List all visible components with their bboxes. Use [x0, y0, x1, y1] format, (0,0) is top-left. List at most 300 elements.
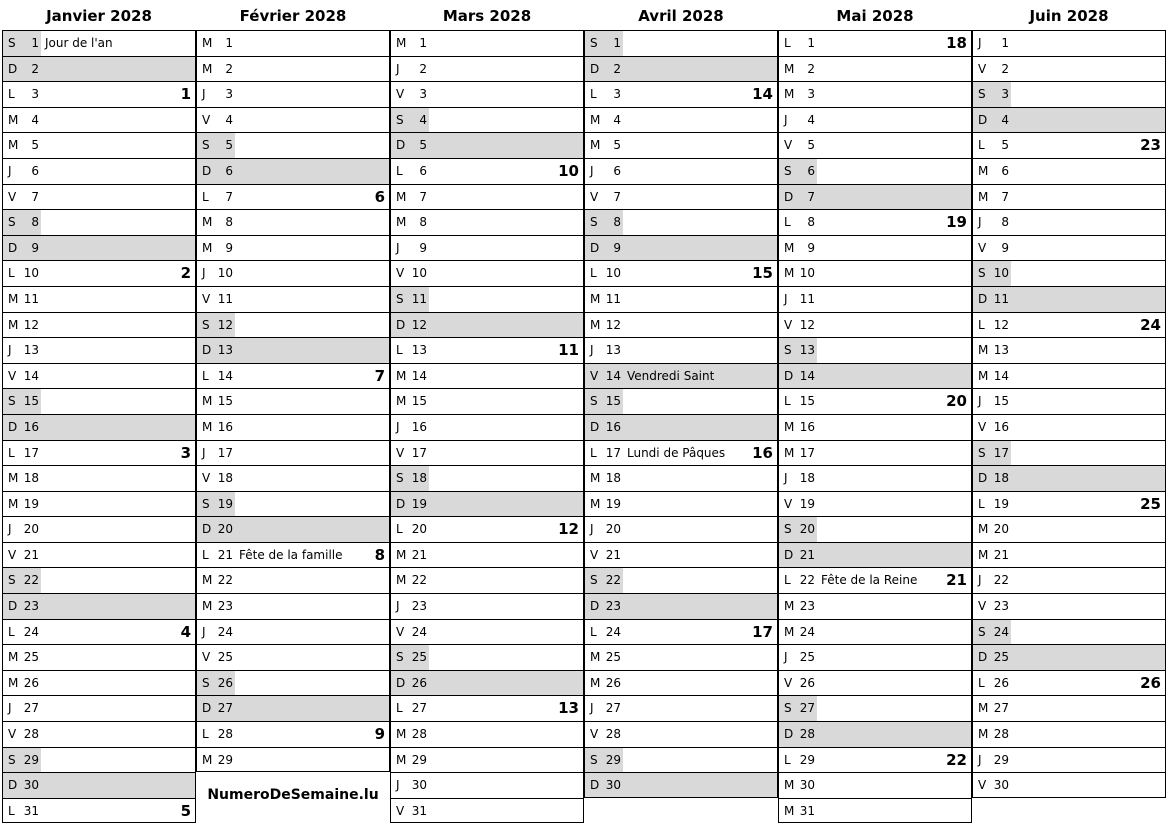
day-number: 1: [807, 36, 815, 50]
month-column: [584, 0, 778, 798]
day-row: [3, 772, 195, 798]
day-number: 14: [993, 368, 1009, 383]
weekday-letter: J: [784, 471, 788, 486]
day-row: [779, 721, 971, 747]
weekday-letter: M: [978, 727, 989, 742]
day-number: 29: [411, 752, 427, 767]
day-number: 25: [23, 650, 39, 665]
day-number: 15: [993, 394, 1009, 409]
day-row: [973, 491, 1165, 517]
day-row: [391, 593, 583, 619]
weekday-letter: J: [978, 215, 982, 230]
weekday-letter: V: [978, 240, 987, 255]
day-number: 24: [993, 624, 1009, 639]
day-number: 18: [411, 471, 427, 486]
weekday-letter: M: [8, 291, 19, 306]
day-number: 22: [411, 573, 427, 588]
weekday-letter: J: [590, 522, 594, 537]
day-number: 20: [23, 522, 39, 537]
day-number: 23: [993, 599, 1009, 614]
weekday-letter: M: [590, 650, 601, 665]
day-row: [3, 567, 195, 593]
weekday-letter: S: [202, 675, 210, 690]
weekday-letter: L: [784, 394, 791, 409]
weekday-letter: J: [396, 61, 400, 76]
day-number: 2: [419, 61, 427, 76]
weekday-letter: D: [978, 291, 988, 306]
weekday-letter: S: [978, 624, 986, 639]
day-number: 13: [605, 343, 621, 358]
weekday-letter: M: [8, 112, 19, 127]
day-row: [197, 107, 389, 133]
day-number: 24: [217, 624, 233, 639]
day-number: 16: [23, 419, 39, 434]
day-number: 20: [799, 522, 815, 537]
weekday-letter: J: [396, 599, 400, 614]
day-row: [197, 312, 389, 338]
day-number: 25: [993, 650, 1009, 665]
day-number: 3: [225, 87, 233, 102]
day-number: 3: [1001, 87, 1009, 102]
week-number: 26: [1140, 673, 1161, 692]
weekday-letter: M: [978, 547, 989, 562]
weekday-letter: L: [590, 624, 597, 639]
day-row: [973, 772, 1165, 798]
day-number: 4: [807, 112, 815, 127]
day-row: [779, 363, 971, 389]
weekday-letter: J: [396, 419, 400, 434]
weekday-letter: V: [590, 547, 599, 562]
day-row: [197, 30, 389, 56]
day-number: 6: [31, 163, 39, 178]
day-row: [585, 337, 777, 363]
day-number: 20: [993, 522, 1009, 537]
day-number: 15: [799, 394, 815, 409]
weekday-letter: V: [396, 266, 405, 281]
day-number: 22: [799, 573, 815, 588]
day-row: [391, 30, 583, 56]
weekday-letter: L: [978, 138, 985, 153]
day-number: 7: [613, 189, 621, 204]
day-number: 17: [799, 445, 815, 460]
day-number: 16: [605, 419, 621, 434]
day-row: [973, 567, 1165, 593]
day-number: 15: [411, 394, 427, 409]
site-brand: NumeroDeSemaine.lu: [207, 787, 379, 803]
weekday-letter: J: [590, 163, 594, 178]
weekday-letter: J: [8, 163, 12, 178]
day-number: 19: [605, 496, 621, 511]
day-row: [391, 56, 583, 82]
weekday-letter: D: [8, 240, 18, 255]
weekday-letter: D: [784, 547, 794, 562]
day-row: [585, 260, 777, 286]
weekday-letter: V: [8, 727, 17, 742]
day-number: 21: [411, 547, 427, 562]
day-number: 8: [1001, 215, 1009, 230]
day-number: 7: [419, 189, 427, 204]
day-number: 3: [419, 87, 427, 102]
day-number: 10: [411, 266, 427, 281]
day-number: 12: [605, 317, 621, 332]
day-row: [3, 619, 195, 645]
day-number: 29: [23, 752, 39, 767]
day-number: 17: [217, 445, 233, 460]
day-row: [391, 619, 583, 645]
day-number: 24: [23, 624, 39, 639]
day-grid: [196, 30, 390, 772]
day-number: 12: [411, 317, 427, 332]
day-number: 10: [23, 266, 39, 281]
week-number: 13: [558, 699, 579, 718]
day-number: 1: [31, 36, 39, 50]
day-number: 6: [1001, 163, 1009, 178]
day-row: [3, 440, 195, 466]
weekday-letter: M: [396, 189, 407, 204]
day-number: 26: [23, 675, 39, 690]
weekday-letter: L: [978, 675, 985, 690]
weekday-letter: J: [396, 240, 400, 255]
day-number: 5: [807, 138, 815, 153]
day-row: [3, 388, 195, 414]
weekday-letter: M: [784, 61, 795, 76]
day-number: 7: [1001, 189, 1009, 204]
day-number: 14: [799, 368, 815, 383]
day-row: [973, 542, 1165, 568]
day-number: 14: [411, 368, 427, 383]
weekday-letter: M: [8, 650, 19, 665]
day-row: [585, 414, 777, 440]
day-row: [779, 465, 971, 491]
day-number: 27: [605, 701, 621, 716]
day-row: [197, 593, 389, 619]
day-number: 11: [411, 291, 427, 306]
day-row: [779, 491, 971, 517]
weekday-letter: J: [202, 87, 206, 102]
day-row: [779, 30, 971, 56]
weekday-letter: M: [590, 112, 601, 127]
day-number: 2: [807, 61, 815, 76]
day-number: 28: [799, 727, 815, 742]
day-row: [391, 542, 583, 568]
day-row: [197, 516, 389, 542]
day-number: 19: [411, 496, 427, 511]
day-number: 28: [411, 727, 427, 742]
weekday-letter: M: [784, 599, 795, 614]
day-row: [973, 235, 1165, 261]
weekday-letter: M: [978, 701, 989, 716]
day-grid: [778, 30, 972, 823]
weekday-letter: M: [396, 752, 407, 767]
day-number: 22: [605, 573, 621, 588]
weekday-letter: S: [8, 36, 16, 50]
day-row: [973, 721, 1165, 747]
day-grid: [2, 30, 196, 823]
weekday-letter: V: [396, 624, 405, 639]
weekday-letter: S: [8, 394, 16, 409]
day-row: [973, 158, 1165, 184]
week-number: 14: [752, 85, 773, 104]
day-row: [3, 209, 195, 235]
day-number: 16: [411, 419, 427, 434]
weekday-letter: D: [8, 61, 18, 76]
day-number: 29: [993, 752, 1009, 767]
day-number: 24: [605, 624, 621, 639]
day-row: [585, 542, 777, 568]
month-title: Janvier 2028: [46, 7, 152, 25]
day-row: [779, 593, 971, 619]
day-number: 5: [613, 138, 621, 153]
weekday-letter: M: [202, 240, 213, 255]
day-number: 31: [23, 803, 39, 818]
day-row: [585, 184, 777, 210]
day-row: [973, 440, 1165, 466]
weekday-letter: M: [202, 215, 213, 230]
day-number: 10: [993, 266, 1009, 281]
day-number: 12: [993, 317, 1009, 332]
week-number: 3: [180, 443, 191, 462]
day-number: 12: [217, 317, 233, 332]
day-number: 21: [217, 547, 233, 562]
weekday-letter: D: [590, 599, 600, 614]
day-row: [391, 567, 583, 593]
week-number: 8: [374, 545, 385, 564]
weekday-letter: D: [590, 778, 600, 793]
day-row: [779, 132, 971, 158]
weekday-letter: M: [978, 163, 989, 178]
day-number: 20: [217, 522, 233, 537]
day-row: [3, 81, 195, 107]
weekday-letter: D: [978, 112, 988, 127]
day-row: [585, 286, 777, 312]
week-number: 22: [946, 750, 967, 769]
weekday-letter: M: [202, 573, 213, 588]
day-number: 22: [217, 573, 233, 588]
day-number: 6: [807, 163, 815, 178]
day-number: 31: [799, 803, 815, 818]
day-number: 4: [31, 112, 39, 127]
weekday-letter: L: [978, 496, 985, 511]
day-row: [3, 721, 195, 747]
day-row: [585, 81, 777, 107]
day-row: [391, 107, 583, 133]
day-row: [391, 516, 583, 542]
weekday-letter: V: [978, 419, 987, 434]
weekday-letter: M: [784, 445, 795, 460]
weekday-letter: S: [590, 215, 598, 230]
day-grid: [972, 30, 1166, 798]
day-row: [197, 414, 389, 440]
weekday-letter: L: [202, 727, 209, 742]
day-row: [779, 619, 971, 645]
weekday-letter: M: [8, 138, 19, 153]
day-number: 24: [411, 624, 427, 639]
weekday-letter: L: [784, 752, 791, 767]
weekday-letter: D: [590, 61, 600, 76]
weekday-letter: J: [978, 573, 982, 588]
day-row: [585, 363, 777, 389]
weekday-letter: M: [8, 675, 19, 690]
weekday-letter: L: [396, 343, 403, 358]
day-number: 14: [605, 368, 621, 383]
week-number: 25: [1140, 494, 1161, 513]
day-number: 30: [411, 778, 427, 793]
day-number: 8: [807, 215, 815, 230]
day-row: [779, 56, 971, 82]
day-number: 4: [419, 112, 427, 127]
weekday-letter: J: [202, 266, 206, 281]
day-row: [197, 56, 389, 82]
weekday-letter: M: [784, 87, 795, 102]
weekday-letter: V: [784, 675, 793, 690]
day-number: 27: [993, 701, 1009, 716]
day-number: 5: [419, 138, 427, 153]
weekday-letter: J: [784, 650, 788, 665]
day-row: [973, 644, 1165, 670]
day-number: 30: [799, 778, 815, 793]
day-row: [197, 644, 389, 670]
day-row: [779, 184, 971, 210]
day-number: 18: [605, 471, 621, 486]
day-number: 17: [993, 445, 1009, 460]
day-row: [973, 414, 1165, 440]
day-number: 3: [613, 87, 621, 102]
day-row: [585, 440, 777, 466]
weekday-letter: M: [978, 368, 989, 383]
day-row: [3, 542, 195, 568]
day-row: [973, 184, 1165, 210]
day-number: 25: [605, 650, 621, 665]
day-row: [585, 132, 777, 158]
day-row: [391, 721, 583, 747]
day-number: 27: [217, 701, 233, 716]
day-row: [197, 695, 389, 721]
weekday-letter: M: [784, 624, 795, 639]
weekday-letter: V: [978, 61, 987, 76]
day-number: 13: [23, 343, 39, 358]
weekday-letter: M: [202, 752, 213, 767]
holiday-label: Vendredi Saint: [627, 368, 715, 383]
weekday-letter: D: [396, 138, 406, 153]
week-number: 17: [752, 622, 773, 641]
day-row: [391, 312, 583, 338]
day-number: 13: [799, 343, 815, 358]
weekday-letter: L: [784, 215, 791, 230]
weekday-letter: D: [8, 419, 18, 434]
weekday-letter: L: [784, 36, 791, 50]
weekday-letter: V: [784, 138, 793, 153]
day-row: [585, 747, 777, 773]
day-row: [779, 158, 971, 184]
weekday-letter: L: [784, 573, 791, 588]
weekday-letter: L: [202, 368, 209, 383]
weekday-letter: M: [978, 189, 989, 204]
day-row: [3, 670, 195, 696]
weekday-letter: J: [590, 343, 594, 358]
weekday-letter: M: [590, 317, 601, 332]
day-row: [973, 593, 1165, 619]
day-row: [197, 491, 389, 517]
day-row: [585, 721, 777, 747]
weekday-letter: S: [978, 266, 986, 281]
day-number: 15: [217, 394, 233, 409]
week-number: 24: [1140, 315, 1161, 334]
weekday-letter: M: [8, 471, 19, 486]
day-number: 6: [419, 163, 427, 178]
weekday-letter: M: [590, 675, 601, 690]
day-row: [391, 772, 583, 798]
weekday-letter: M: [784, 240, 795, 255]
day-number: 16: [993, 419, 1009, 434]
weekday-letter: M: [396, 368, 407, 383]
weekday-letter: J: [8, 343, 12, 358]
day-row: [3, 56, 195, 82]
day-number: 1: [419, 36, 427, 50]
day-row: [973, 132, 1165, 158]
day-row: [779, 670, 971, 696]
day-row: [3, 184, 195, 210]
weekday-letter: V: [784, 317, 793, 332]
weekday-letter: V: [202, 471, 211, 486]
day-row: [391, 798, 583, 824]
day-number: 19: [217, 496, 233, 511]
day-row: [585, 644, 777, 670]
day-row: [391, 235, 583, 261]
week-number: 1: [180, 85, 191, 104]
weekday-letter: M: [8, 317, 19, 332]
week-number: 23: [1140, 136, 1161, 155]
day-number: 1: [1001, 36, 1009, 50]
weekday-letter: S: [590, 36, 598, 50]
day-row: [779, 235, 971, 261]
day-row: [779, 81, 971, 107]
month-title: Mai 2028: [836, 7, 914, 25]
day-number: 4: [1001, 112, 1009, 127]
day-number: 25: [217, 650, 233, 665]
day-number: 6: [613, 163, 621, 178]
day-number: 18: [993, 471, 1009, 486]
week-number: 4: [180, 622, 191, 641]
day-grid: [584, 30, 778, 798]
day-number: 27: [23, 701, 39, 716]
day-row: [585, 695, 777, 721]
week-number: 5: [180, 801, 191, 820]
day-row: [3, 465, 195, 491]
weekday-letter: V: [202, 650, 211, 665]
day-row: [585, 209, 777, 235]
weekday-letter: D: [202, 701, 212, 716]
day-row: [973, 209, 1165, 235]
day-row: [391, 337, 583, 363]
day-number: 16: [799, 419, 815, 434]
day-number: 26: [217, 675, 233, 690]
day-row: [779, 312, 971, 338]
day-row: [973, 747, 1165, 773]
day-number: 26: [799, 675, 815, 690]
weekday-letter: D: [590, 419, 600, 434]
day-row: [197, 260, 389, 286]
day-number: 23: [23, 599, 39, 614]
weekday-letter: V: [396, 87, 405, 102]
day-number: 31: [411, 803, 427, 818]
weekday-letter: S: [396, 291, 404, 306]
day-row: [197, 619, 389, 645]
day-row: [3, 593, 195, 619]
day-row: [779, 260, 971, 286]
weekday-letter: M: [396, 547, 407, 562]
day-row: [585, 465, 777, 491]
weekday-letter: L: [202, 547, 209, 562]
